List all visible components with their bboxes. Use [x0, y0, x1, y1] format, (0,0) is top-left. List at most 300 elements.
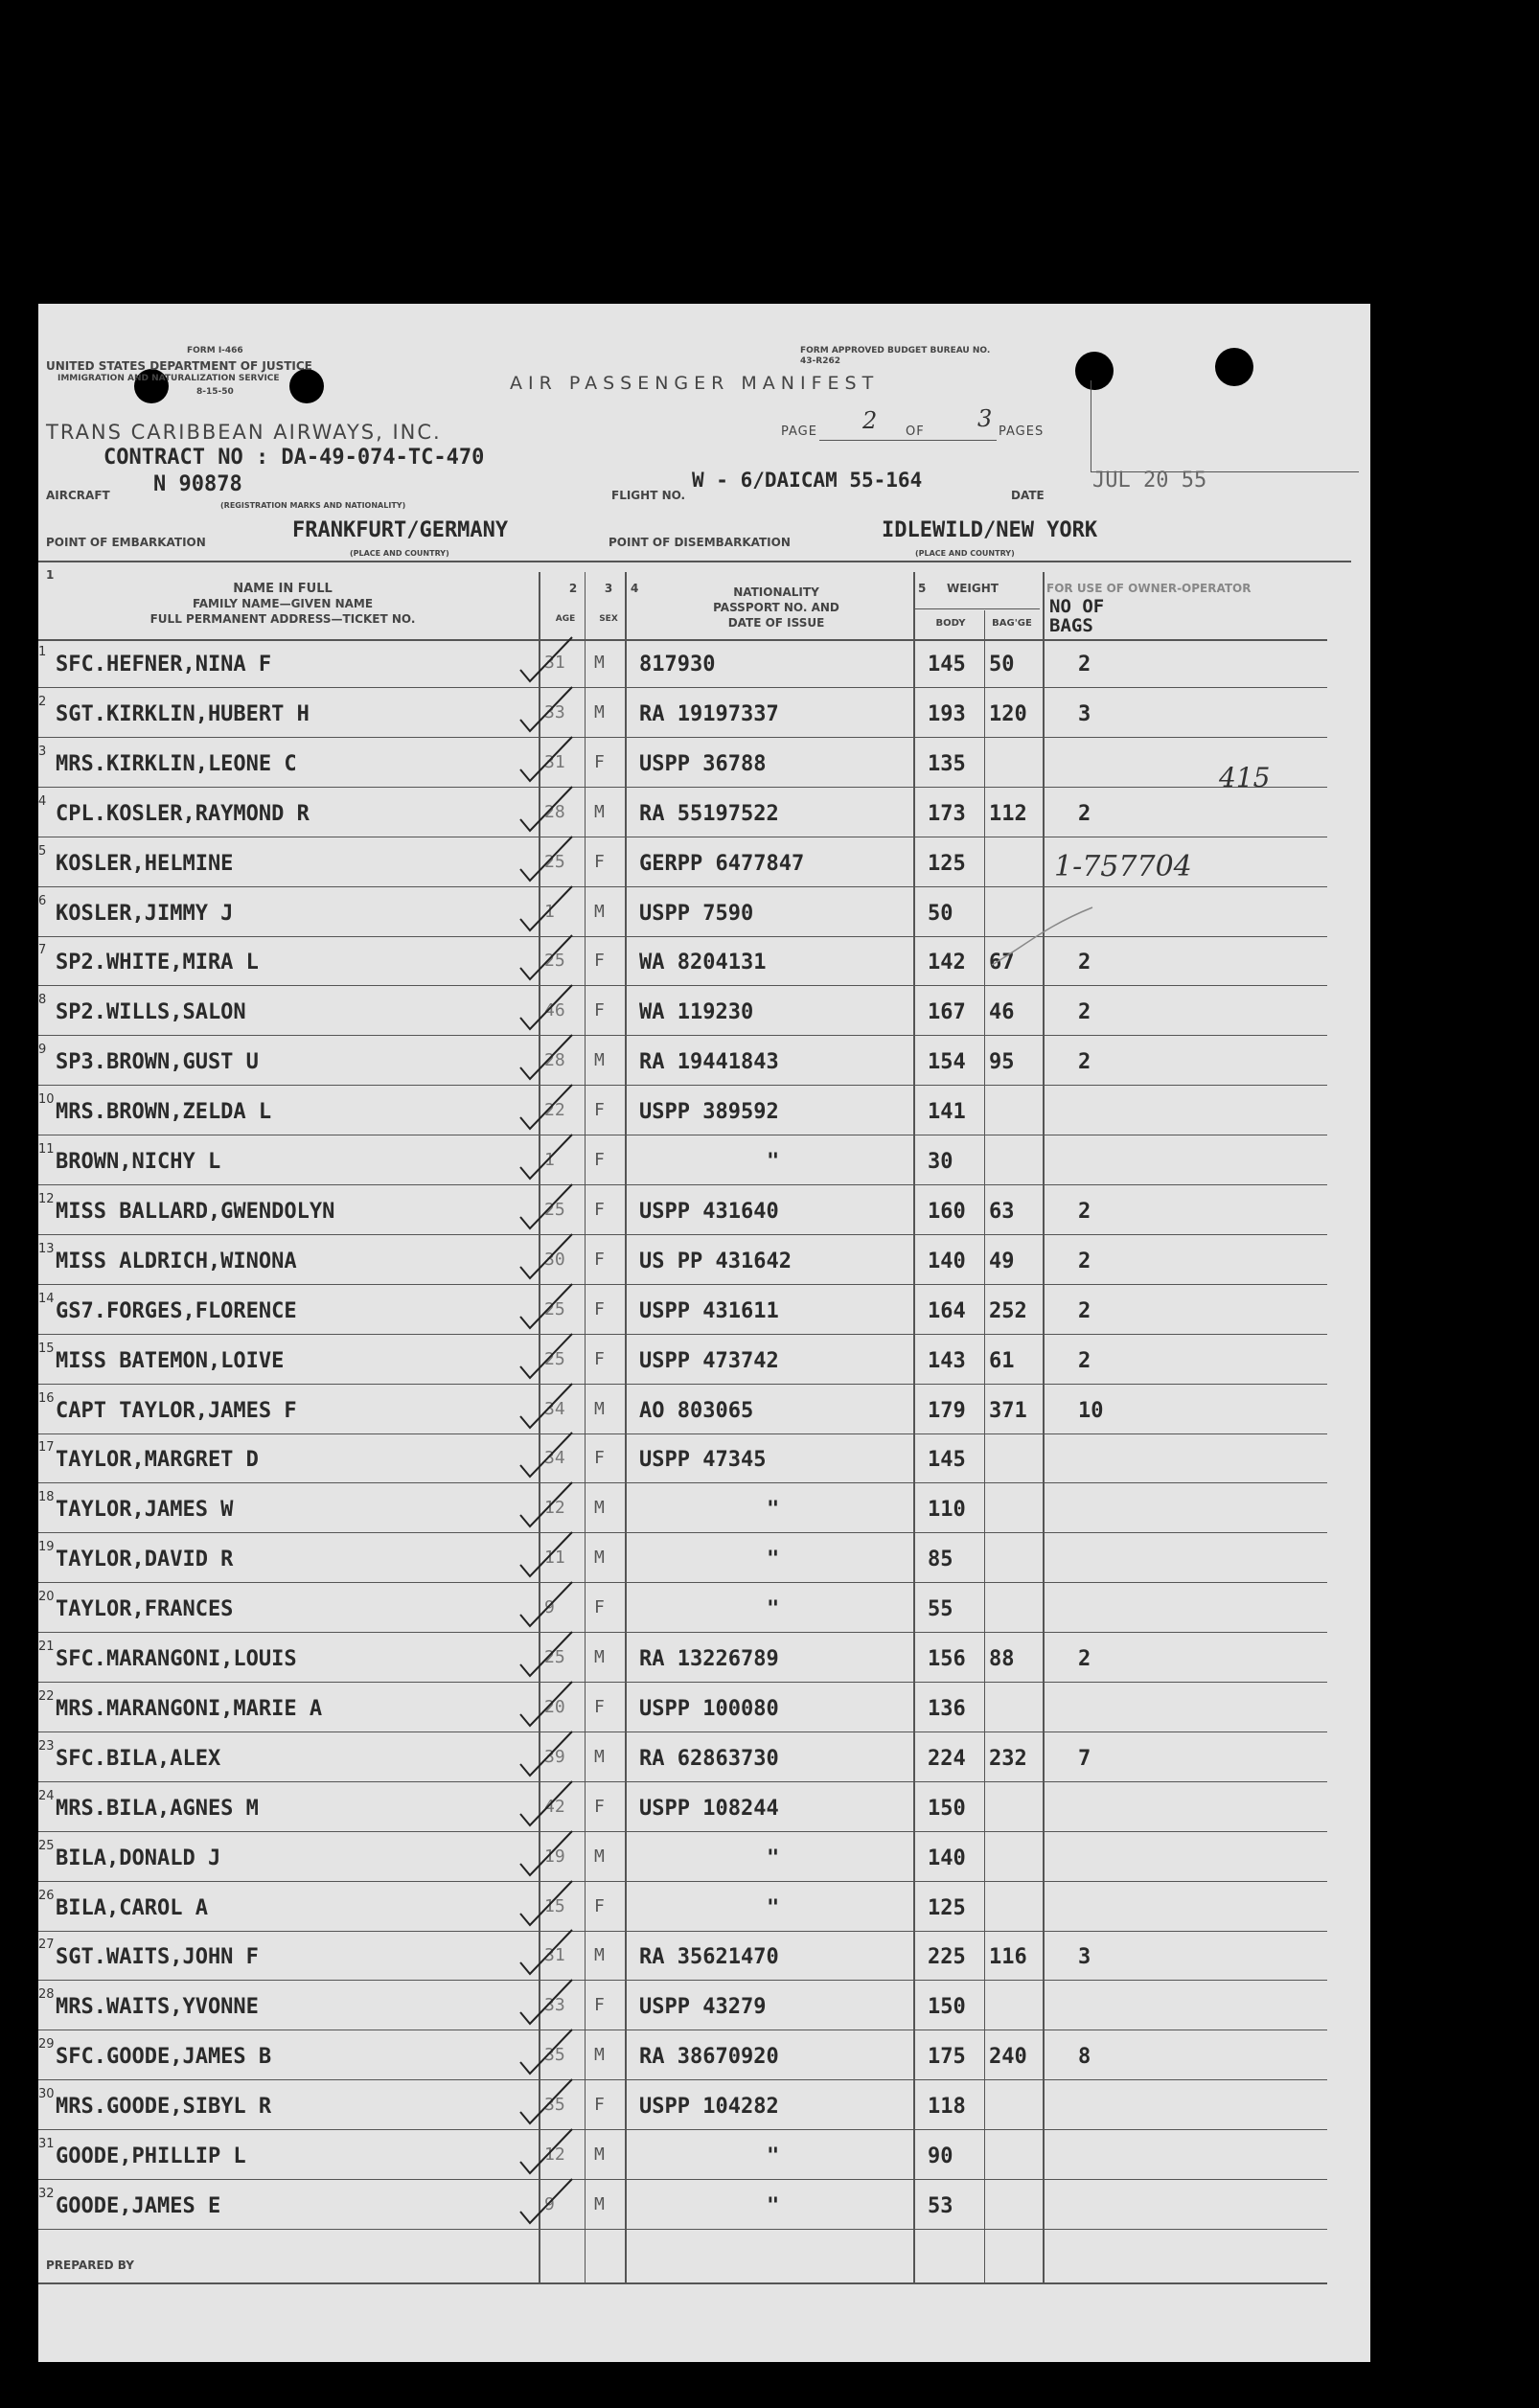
cell-bags: 2	[1078, 1298, 1091, 1323]
cell-passport: "	[767, 2193, 780, 2218]
cell-passport: "	[767, 1150, 780, 1174]
cell-body: 156	[928, 1647, 966, 1671]
cell-body: 90	[928, 2144, 953, 2168]
table-row	[38, 689, 1332, 739]
table-row	[38, 1883, 1332, 1933]
table-row	[38, 1484, 1332, 1534]
row-rule	[38, 687, 1327, 688]
cell-body: 135	[928, 751, 966, 776]
cell-name: BILA,CAROL A	[56, 1895, 208, 1920]
form-edition: 8-15-50	[196, 387, 234, 397]
disembarkation-value: IDLEWILD/NEW YORK	[882, 518, 1098, 542]
cell-name: MRS.GOODE,SIBYL R	[56, 2095, 272, 2120]
cell-sex: F	[594, 1796, 605, 1817]
table-row	[38, 1386, 1332, 1435]
cell-sex: M	[594, 1945, 605, 1966]
cell-sex: F	[594, 751, 605, 772]
cell-body: 145	[928, 1448, 966, 1473]
cell-body: 30	[928, 1150, 953, 1174]
contract-number: CONTRACT NO : DA-49-074-TC-470	[103, 446, 485, 470]
table-row	[38, 1932, 1332, 1982]
cell-age: 9	[544, 2193, 555, 2214]
cell-age: 46	[544, 1000, 565, 1021]
no-of-bags-header: NO OF BAGS	[1049, 596, 1105, 636]
table-row	[38, 2031, 1332, 2081]
cell-name: BILA,DONALD J	[56, 1846, 221, 1870]
cell-passport: USPP 47345	[639, 1448, 767, 1473]
cell-bags: 2	[1078, 1647, 1091, 1671]
nationality-header-line3: DATE OF ISSUE	[727, 616, 825, 630]
cell-age: 34	[544, 1398, 565, 1419]
cell-passport: RA 19197337	[639, 701, 779, 726]
cell-bag: 49	[989, 1249, 1015, 1273]
cell-name: TAYLOR,MARGRET D	[56, 1448, 259, 1473]
cell-passport: USPP 104282	[639, 2095, 779, 2120]
sex-header: SEX	[599, 614, 618, 624]
date-value: JUL 20 55	[1092, 469, 1207, 493]
cell-body: 164	[928, 1298, 966, 1323]
embarkation-caption: (PLACE AND COUNTRY)	[350, 549, 449, 558]
cell-passport: RA 38670920	[639, 2045, 779, 2070]
punch-hole	[1075, 352, 1114, 390]
cell-age: 39	[544, 1746, 565, 1767]
table-row	[38, 1833, 1332, 1883]
cell-name: TAYLOR,JAMES W	[56, 1498, 234, 1523]
cell-sex: M	[594, 1498, 605, 1519]
cell-sex: F	[594, 1000, 605, 1021]
cell-age: 25	[544, 851, 565, 872]
cell-age: 35	[544, 2045, 565, 2066]
manifest-title: AIR PASSENGER MANIFEST	[510, 373, 880, 394]
cell-sex: F	[594, 1199, 605, 1220]
cell-body: 140	[928, 1846, 966, 1870]
cell-passport: USPP 389592	[639, 1100, 779, 1125]
cell-name: SP3.BROWN,GUST U	[56, 1050, 259, 1075]
cell-bag: 88	[989, 1647, 1015, 1671]
cell-body: 125	[928, 851, 966, 876]
row-number: 10	[38, 1092, 55, 1108]
cell-passport: RA 62863730	[639, 1746, 779, 1771]
cell-bags: 3	[1078, 1945, 1091, 1970]
cell-age: 34	[544, 1448, 565, 1469]
cell-body: 167	[928, 1000, 966, 1025]
row-rule	[38, 2129, 1327, 2130]
row-rule	[38, 936, 1327, 937]
cell-bag: 252	[989, 1298, 1027, 1323]
row-number: 5	[38, 843, 47, 859]
cell-sex: F	[594, 1298, 605, 1319]
table-row	[38, 1534, 1332, 1584]
cell-sex: F	[594, 951, 605, 972]
row-number: 30	[38, 2087, 55, 2102]
table-row	[38, 1733, 1332, 1783]
punch-hole	[289, 369, 324, 403]
row-rule	[38, 1980, 1327, 1981]
table-row	[38, 1336, 1332, 1386]
cell-age: 28	[544, 801, 565, 822]
cell-passport: USPP 431640	[639, 1199, 779, 1224]
cell-name: SGT.WAITS,JOHN F	[56, 1945, 259, 1970]
row-number: 28	[38, 1987, 55, 2003]
cell-name: SP2.WHITE,MIRA L	[56, 951, 259, 975]
cell-sex: M	[594, 653, 605, 673]
table-row	[38, 739, 1332, 789]
row-rule	[38, 1433, 1327, 1434]
table-row	[38, 1186, 1332, 1236]
cell-passport: "	[767, 2144, 780, 2168]
cell-age: 28	[544, 1050, 565, 1071]
row-rule	[38, 1682, 1327, 1683]
row-number: 25	[38, 1838, 55, 1853]
cell-sex: M	[594, 1746, 605, 1767]
carrier-name: TRANS CARIBBEAN AIRWAYS, INC.	[46, 421, 442, 444]
row-rule	[38, 1284, 1327, 1285]
cell-passport: USPP 43279	[639, 1995, 767, 2020]
cell-passport: USPP 431611	[639, 1298, 779, 1323]
row-number: 1	[38, 645, 47, 659]
cell-body: 50	[928, 901, 953, 926]
cell-body: 110	[928, 1498, 966, 1523]
cell-bags: 2	[1078, 1000, 1091, 1025]
cell-passport: RA 13226789	[639, 1647, 779, 1671]
cell-body: 175	[928, 2045, 966, 2070]
row-rule	[38, 1384, 1327, 1385]
cell-age: 12	[544, 1498, 565, 1519]
row-number: 27	[38, 1938, 55, 1953]
row-rule	[38, 1532, 1327, 1533]
cell-name: CPL.KOSLER,RAYMOND R	[56, 801, 310, 826]
table-row	[38, 987, 1332, 1037]
cell-bag: 112	[989, 801, 1027, 826]
cell-bag: 50	[989, 653, 1015, 677]
cell-name: MRS.KIRKLIN,LEONE C	[56, 751, 297, 776]
cell-name: TAYLOR,FRANCES	[56, 1597, 234, 1622]
cell-body: 225	[928, 1945, 966, 1970]
punch-hole	[1215, 348, 1253, 386]
cell-sex: F	[594, 1348, 605, 1369]
table-row	[38, 888, 1332, 938]
table-row	[38, 1087, 1332, 1136]
cell-sex: M	[594, 801, 605, 822]
table-row	[38, 937, 1332, 987]
cell-name: MRS.WAITS,YVONNE	[56, 1995, 259, 2020]
prepared-by-label: PREPARED BY	[46, 2259, 134, 2272]
table-row	[38, 2081, 1332, 2131]
cell-age: 22	[544, 1100, 565, 1121]
cell-age: 31	[544, 653, 565, 673]
age-header: AGE	[555, 614, 576, 624]
cell-name: KOSLER,HELMINE	[56, 851, 234, 876]
table-row	[38, 1136, 1332, 1186]
row-number: 11	[38, 1142, 55, 1157]
cell-sex: F	[594, 1448, 605, 1469]
aircraft-label: AIRCRAFT	[46, 489, 110, 502]
cell-body: 125	[928, 1895, 966, 1920]
cell-body: 140	[928, 1249, 966, 1273]
check-mark-icon	[513, 2175, 580, 2233]
row-number: 29	[38, 2037, 55, 2053]
cell-bags: 3	[1078, 701, 1091, 726]
row-number: 9	[38, 1043, 47, 1058]
cell-body: 53	[928, 2193, 953, 2218]
header-rule	[38, 561, 1351, 562]
table-row	[38, 1584, 1332, 1634]
cell-bag: 61	[989, 1348, 1015, 1373]
name-header-line1: NAME IN FULL	[233, 582, 333, 596]
cell-age: 31	[544, 1945, 565, 1966]
table-row	[38, 1434, 1332, 1484]
row-number: 3	[38, 744, 47, 759]
row-number: 17	[38, 1440, 55, 1456]
cell-body: 141	[928, 1100, 966, 1125]
cell-bag: 371	[989, 1398, 1027, 1423]
cell-name: SFC.HEFNER,NINA F	[56, 653, 272, 677]
cell-name: MRS.MARANGONI,MARIE A	[56, 1696, 323, 1721]
cell-age: 20	[544, 1696, 565, 1717]
row-rule	[38, 1731, 1327, 1732]
cell-body: 118	[928, 2095, 966, 2120]
cell-passport: USPP 36788	[639, 751, 767, 776]
row-number: 12	[38, 1191, 55, 1206]
cell-bags: 8	[1078, 2045, 1091, 2070]
name-header-line2: FAMILY NAME—GIVEN NAME	[192, 597, 374, 610]
cell-passport: USPP 473742	[639, 1348, 779, 1373]
cell-bags: 10	[1078, 1398, 1104, 1423]
cell-body: 160	[928, 1199, 966, 1224]
cell-body: 193	[928, 701, 966, 726]
cell-body: 85	[928, 1548, 953, 1572]
handwritten-note-415: 415	[1219, 762, 1271, 793]
table-row	[38, 2131, 1332, 2181]
cell-name: MISS ALDRICH,WINONA	[56, 1249, 297, 1273]
disembarkation-caption: (PLACE AND COUNTRY)	[915, 549, 1015, 558]
cell-age: 11	[544, 1548, 565, 1569]
embarkation-label: POINT OF EMBARKATION	[46, 536, 206, 549]
cell-name: CAPT TAYLOR,JAMES F	[56, 1398, 297, 1423]
cell-name: GS7.FORGES,FLORENCE	[56, 1298, 297, 1323]
cell-age: 31	[544, 751, 565, 772]
row-number: 19	[38, 1540, 55, 1555]
cell-age: 33	[544, 1995, 565, 2016]
cell-name: SFC.BILA,ALEX	[56, 1746, 221, 1771]
nationality-header-line2: PASSPORT NO. AND	[713, 601, 839, 614]
col-number-3: 3	[604, 582, 613, 595]
cell-name: SFC.MARANGONI,LOUIS	[56, 1647, 297, 1671]
cell-passport: "	[767, 1895, 780, 1920]
row-rule	[38, 1931, 1327, 1932]
cell-bags: 7	[1078, 1746, 1091, 1771]
row-rule	[38, 1881, 1327, 1882]
cell-bag: 95	[989, 1050, 1015, 1075]
row-rule	[38, 2229, 1327, 2230]
row-rule	[38, 1632, 1327, 1633]
cell-passport: "	[767, 1498, 780, 1523]
cell-bag: 116	[989, 1945, 1027, 1970]
col-number-5: 5	[918, 582, 927, 595]
cell-body: 145	[928, 653, 966, 677]
form-number: FORM I-466	[187, 346, 243, 355]
aircraft-caption: (REGISTRATION MARKS AND NATIONALITY)	[220, 501, 406, 510]
date-label: DATE	[1011, 489, 1045, 502]
cell-passport: USPP 100080	[639, 1696, 779, 1721]
row-number: 4	[38, 793, 47, 809]
cell-bag: 232	[989, 1746, 1027, 1771]
cell-name: KOSLER,JIMMY J	[56, 901, 234, 926]
cell-body: 224	[928, 1746, 966, 1771]
handwritten-ticket-number: 1-757704	[1054, 850, 1192, 883]
cell-age: 25	[544, 1298, 565, 1319]
cell-passport: RA 35621470	[639, 1945, 779, 1970]
cell-bags: 2	[1078, 1249, 1091, 1273]
manifest-sheet	[38, 304, 1370, 2362]
table-row	[38, 1286, 1332, 1336]
cell-sex: F	[594, 1150, 605, 1170]
flight-value: W - 6/DAICAM 55-164	[692, 469, 923, 492]
body-weight-header: BODY	[935, 618, 966, 629]
cell-bag: 67	[989, 951, 1015, 975]
table-row	[38, 1037, 1332, 1087]
cell-bags: 2	[1078, 1199, 1091, 1224]
row-rule	[38, 737, 1327, 738]
cell-sex: M	[594, 1398, 605, 1419]
cell-name: GOODE,JAMES E	[56, 2193, 221, 2218]
cell-passport: AO 803065	[639, 1398, 754, 1423]
table-row	[38, 1783, 1332, 1833]
row-number: 32	[38, 2186, 55, 2201]
service-name: IMMIGRATION AND NATURALIZATION SERVICE	[57, 374, 280, 383]
cell-age: 25	[544, 1348, 565, 1369]
row-number: 15	[38, 1341, 55, 1356]
cell-body: 154	[928, 1050, 966, 1075]
cell-bag: 46	[989, 1000, 1015, 1025]
row-rule	[38, 787, 1327, 788]
cell-passport: GERPP 6477847	[639, 851, 805, 876]
cell-bags: 2	[1078, 801, 1091, 826]
cell-name: MRS.BROWN,ZELDA L	[56, 1100, 272, 1125]
cell-bags: 2	[1078, 951, 1091, 975]
cell-passport: US PP 431642	[639, 1249, 792, 1273]
baggage-weight-header: BAG'GE	[992, 618, 1032, 629]
cell-age: 25	[544, 1647, 565, 1667]
aircraft-value: N 90878	[153, 472, 242, 496]
table-row	[38, 1236, 1332, 1286]
cell-name: MRS.BILA,AGNES M	[56, 1796, 259, 1821]
cell-age: 9	[544, 1597, 555, 1618]
row-rule	[38, 1035, 1327, 1036]
cell-sex: F	[594, 1696, 605, 1717]
cell-sex: F	[594, 851, 605, 872]
table-row	[38, 1982, 1332, 2031]
cell-body: 143	[928, 1348, 966, 1373]
embarkation-value: FRANKFURT/GERMANY	[292, 518, 509, 542]
of-label: OF	[906, 424, 925, 439]
page-number: 2	[862, 407, 878, 434]
cell-sex: F	[594, 1895, 605, 1916]
cell-sex: F	[594, 1597, 605, 1618]
cell-name: SGT.KIRKLIN,HUBERT H	[56, 701, 310, 726]
row-rule	[38, 1334, 1327, 1335]
cell-body: 173	[928, 801, 966, 826]
row-number: 31	[38, 2137, 55, 2151]
row-rule	[38, 2179, 1327, 2180]
table-row	[38, 789, 1332, 838]
page-underline	[819, 440, 997, 441]
row-number: 21	[38, 1640, 55, 1654]
row-number: 18	[38, 1490, 55, 1505]
row-number: 23	[38, 1738, 55, 1754]
cell-passport: 817930	[639, 653, 716, 677]
cell-sex: M	[594, 2193, 605, 2214]
pencil-scribble	[987, 888, 1102, 975]
cell-age: 1	[544, 1150, 555, 1170]
weight-header: WEIGHT	[947, 582, 999, 595]
cell-sex: M	[594, 2045, 605, 2066]
budget-approval: FORM APPROVED BUDGET BUREAU NO. 43-R262	[800, 346, 991, 366]
cell-name: SFC.GOODE,JAMES B	[56, 2045, 272, 2070]
cell-passport: "	[767, 1597, 780, 1622]
cell-sex: M	[594, 701, 605, 722]
bottom-rule	[38, 2282, 1327, 2284]
cell-body: 179	[928, 1398, 966, 1423]
row-rule	[38, 1781, 1327, 1782]
cell-bag: 120	[989, 701, 1027, 726]
row-number: 2	[38, 694, 47, 709]
col-number-4: 4	[631, 582, 639, 595]
cell-passport: RA 19441843	[639, 1050, 779, 1075]
cell-sex: F	[594, 1249, 605, 1270]
cell-name: GOODE,PHILLIP L	[56, 2144, 246, 2168]
cell-body: 136	[928, 1696, 966, 1721]
cell-bag: 63	[989, 1199, 1015, 1224]
cell-name: BROWN,NICHY L	[56, 1150, 221, 1174]
row-number: 22	[38, 1688, 55, 1704]
cell-bags: 2	[1078, 653, 1091, 677]
row-number: 7	[38, 943, 47, 958]
col-number-2: 2	[568, 582, 578, 595]
cell-sex: M	[594, 1548, 605, 1569]
table-row	[38, 1684, 1332, 1733]
cell-body: 150	[928, 1796, 966, 1821]
cell-sex: F	[594, 1995, 605, 2016]
table-row	[38, 639, 1332, 689]
cell-passport: USPP 108244	[639, 1796, 779, 1821]
row-rule	[38, 2079, 1327, 2080]
row-number: 20	[38, 1590, 55, 1605]
row-rule	[38, 886, 1327, 887]
cell-name: TAYLOR,DAVID R	[56, 1548, 234, 1572]
page-label: PAGE	[781, 424, 817, 439]
cell-bags: 2	[1078, 1050, 1091, 1075]
cell-age: 25	[544, 951, 565, 972]
table-row	[38, 1634, 1332, 1684]
cell-sex: M	[594, 1846, 605, 1867]
cell-age: 35	[544, 2095, 565, 2116]
name-header-line3: FULL PERMANENT ADDRESS—TICKET NO.	[149, 612, 416, 626]
cell-body: 150	[928, 1995, 966, 2020]
cell-age: 25	[544, 1199, 565, 1220]
cell-age: 33	[544, 701, 565, 722]
cell-age: 12	[544, 2144, 565, 2165]
page-total: 3	[977, 405, 993, 432]
pages-label: PAGES	[999, 424, 1045, 439]
col-number-1: 1	[46, 568, 55, 582]
department-name: UNITED STATES DEPARTMENT OF JUSTICE	[46, 359, 312, 373]
cell-sex: M	[594, 901, 605, 922]
cell-passport: "	[767, 1548, 780, 1572]
cell-age: 15	[544, 1895, 565, 1916]
nationality-header-line1: NATIONALITY	[733, 585, 819, 599]
row-number: 26	[38, 1888, 55, 1903]
